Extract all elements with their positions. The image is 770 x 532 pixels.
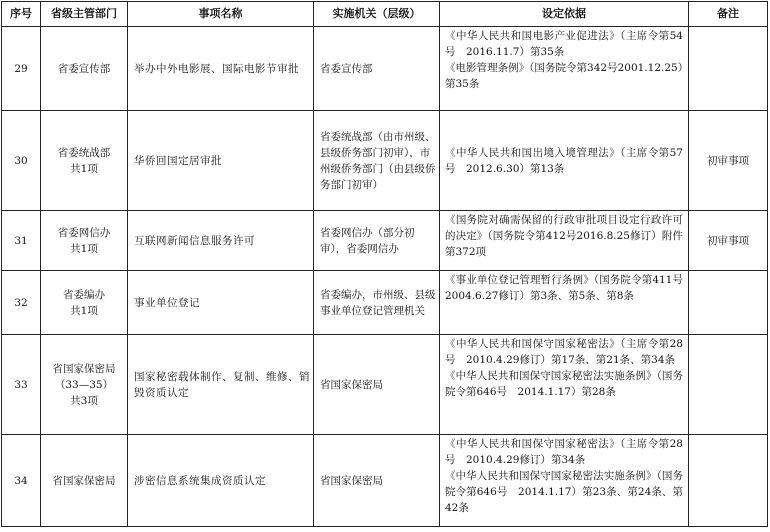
row-agency: 省国家保密局 (314, 335, 440, 435)
row-name: 互联网新闻信息服务许可 (128, 211, 314, 271)
table-header-row (2, 2, 768, 27)
row-name: 涉密信息系统集成资质认定 (128, 435, 314, 527)
row-note (689, 335, 768, 435)
row-agency: 省委统战部（由市州级、县级侨务部门初审），市州级侨务部门（由县级侨务部门初审） (314, 111, 440, 211)
row-dept-line: 省委统战部 (57, 146, 111, 159)
row-dept-line: 共1项 (70, 242, 98, 255)
basis-line: 《中华人民共和国保守国家秘密法》（主席令第28号 2010.4.29修订）第17条、第21条、第34条 (445, 338, 683, 366)
header-basis: 设定依据 (440, 2, 689, 27)
row-no: 33 (2, 335, 41, 435)
row-agency: 省委宣传部 (314, 27, 440, 111)
basis-line: 《国务院对确需保留的行政审批项目设定行政许可的决定》（国务院令第412号2016.8.25修订）附件第372项 (445, 214, 683, 258)
row-dept (41, 211, 128, 271)
header-no: 序号 (2, 2, 41, 27)
basis-line: 《中华人民共和国保守国家秘密法》（主席令第28号 2010.4.29修订）第34条 (445, 438, 683, 466)
row-dept-line: 共1项 (70, 162, 98, 175)
basis-line: 《事业单位登记管理暂行条例》（国务院令第411号 2004.6.27修订）第3条、第5条、第8条 (445, 274, 694, 302)
row-agency: 省委网信办（部分初审），省委网信办 (314, 211, 440, 271)
row-dept-line: 共1项 (70, 304, 98, 317)
row-basis (440, 435, 689, 527)
row-dept-line: （33—35） (54, 378, 114, 391)
row-no: 34 (2, 435, 41, 527)
header-name: 事项名称 (128, 2, 314, 27)
row-dept-line: 共3项 (70, 394, 98, 407)
row-note (689, 27, 768, 111)
row-basis (440, 211, 689, 271)
row-dept-line: 省委编办 (63, 288, 105, 301)
row-basis (440, 27, 689, 111)
table-row (2, 111, 768, 211)
row-no: 30 (2, 111, 41, 211)
basis-line: 《电影管理条例》（国务院令第342号2001.12.25）第35条 (445, 62, 683, 90)
row-basis (440, 271, 694, 335)
row-basis (440, 111, 689, 211)
table-row (2, 435, 768, 527)
table-row (2, 27, 768, 111)
row-dept (41, 27, 128, 111)
table-row (2, 271, 768, 335)
row-dept (41, 111, 128, 211)
row-agency: 省国家保密局 (314, 435, 440, 527)
row-name: 华侨回国定居审批 (128, 111, 314, 211)
row-dept-line: 省委网信办 (57, 226, 111, 239)
row-dept-line: 省国家保密局 (52, 474, 116, 487)
row-name: 国家秘密载体制作、复制、维修、销毁资质认定 (128, 335, 314, 435)
row-note (689, 271, 768, 335)
table-row (2, 211, 768, 271)
basis-line: 《中华人民共和国保守国家秘密法实施条例》（国务院令第646号 2014.1.17）第28条 (445, 370, 683, 398)
row-dept (41, 335, 128, 435)
row-no: 31 (2, 211, 41, 271)
basis-line: 《中华人民共和国保守国家秘密法实施条例》（国务院令第646号 2014.1.17）第23条、第24条、第42条 (445, 470, 683, 514)
row-dept-line: 省国家保密局 (52, 362, 116, 375)
header-dept: 省级主管部门 (41, 2, 128, 27)
row-note (689, 435, 768, 527)
row-dept-line: 省委宣传部 (57, 62, 111, 75)
row-dept (41, 271, 128, 335)
row-basis (440, 335, 689, 435)
basis-line: 《中华人民共和国出境入境管理法》（主席令第57号 2012.6.30）第13条 (445, 147, 683, 175)
approval-items-table (1, 1, 768, 527)
row-agency: 省委编办，市州级、县级事业单位登记管理机关 (314, 271, 440, 335)
header-note: 备注 (689, 2, 768, 27)
table-row (2, 335, 768, 435)
row-name: 举办中外电影展、国际电影节审批 (128, 27, 314, 111)
row-name: 事业单位登记 (128, 271, 314, 335)
basis-line: 《中华人民共和国电影产业促进法》（主席令第54号 2016.11.7）第35条 (445, 30, 683, 58)
row-dept (41, 435, 128, 527)
row-no: 32 (2, 271, 41, 335)
row-no: 29 (2, 27, 41, 111)
row-note: 初审事项 (689, 211, 768, 271)
header-agency: 实施机关（层级） (314, 2, 440, 27)
row-note: 初审事项 (689, 111, 768, 211)
